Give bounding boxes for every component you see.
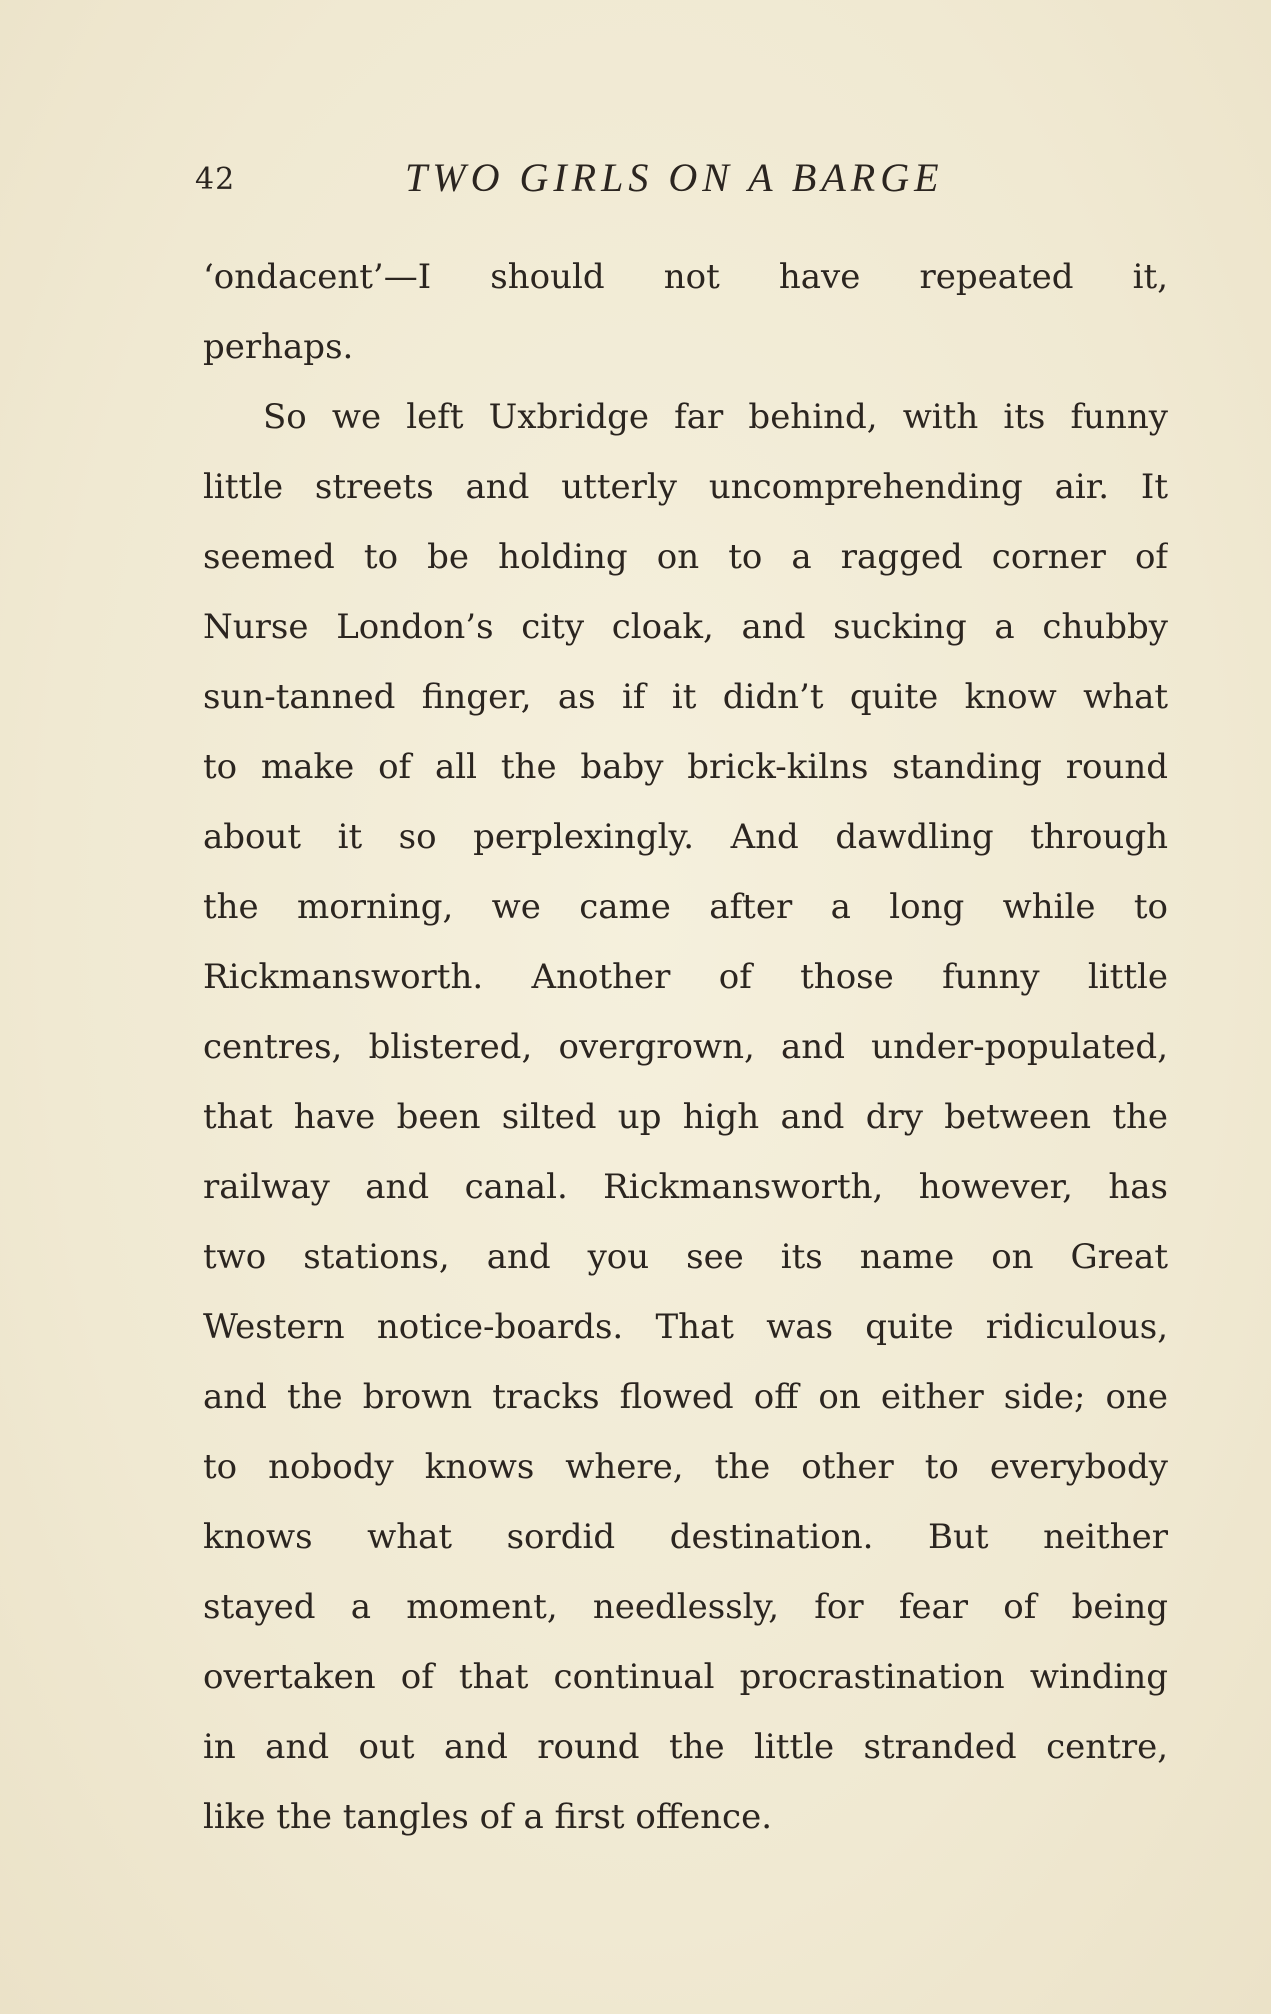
text-line: knows what sordid destination. But neither — [203, 1517, 1168, 1557]
text-line: to make of all the baby brick-kilns standing round — [203, 747, 1168, 787]
text-line: ‘ondacent’—I should not have repeated it, — [203, 257, 1168, 297]
text-line: the morning, we came after a long while to — [203, 887, 1168, 927]
text-line: about it so perplexingly. And dawdling through — [203, 817, 1168, 857]
text-line: like the tangles of a first offence. — [203, 1797, 773, 1837]
text-line: railway and canal. Rickmansworth, however, has — [203, 1167, 1168, 1207]
text-line: and the brown tracks flowed off on either side; one — [203, 1377, 1168, 1417]
body-text — [203, 242, 1168, 1852]
text-line: seemed to be holding on to a ragged corner of — [203, 537, 1168, 577]
page-number: 42 — [195, 162, 236, 197]
page-header — [195, 150, 955, 210]
text-line: in and out and round the little stranded centre, — [203, 1727, 1168, 1767]
text-line: perhaps. — [203, 327, 354, 367]
text-line: stayed a moment, needlessly, for fear of being — [203, 1587, 1168, 1627]
text-line: Nurse London’s city cloak, and sucking a chubby — [203, 607, 1168, 647]
text-line: So we left Uxbridge far behind, with its funny — [263, 397, 1168, 437]
text-line: overtaken of that continual procrastination winding — [203, 1657, 1168, 1697]
text-line: two stations, and you see its name on Great — [203, 1237, 1168, 1277]
text-line: Rickmansworth. Another of those funny little — [203, 957, 1168, 997]
text-line: that have been silted up high and dry between the — [203, 1097, 1168, 1137]
text-line: Western notice-boards. That was quite ridiculous, — [203, 1307, 1168, 1347]
text-line: to nobody knows where, the other to everybody — [203, 1447, 1168, 1487]
running-title: TWO GIRLS ON A BARGE — [405, 155, 944, 200]
text-line: centres, blistered, overgrown, and under-populated, — [203, 1027, 1168, 1067]
text-line: sun-tanned finger, as if it didn’t quite know what — [203, 677, 1168, 717]
text-line: little streets and utterly uncomprehending air. It — [203, 467, 1168, 507]
